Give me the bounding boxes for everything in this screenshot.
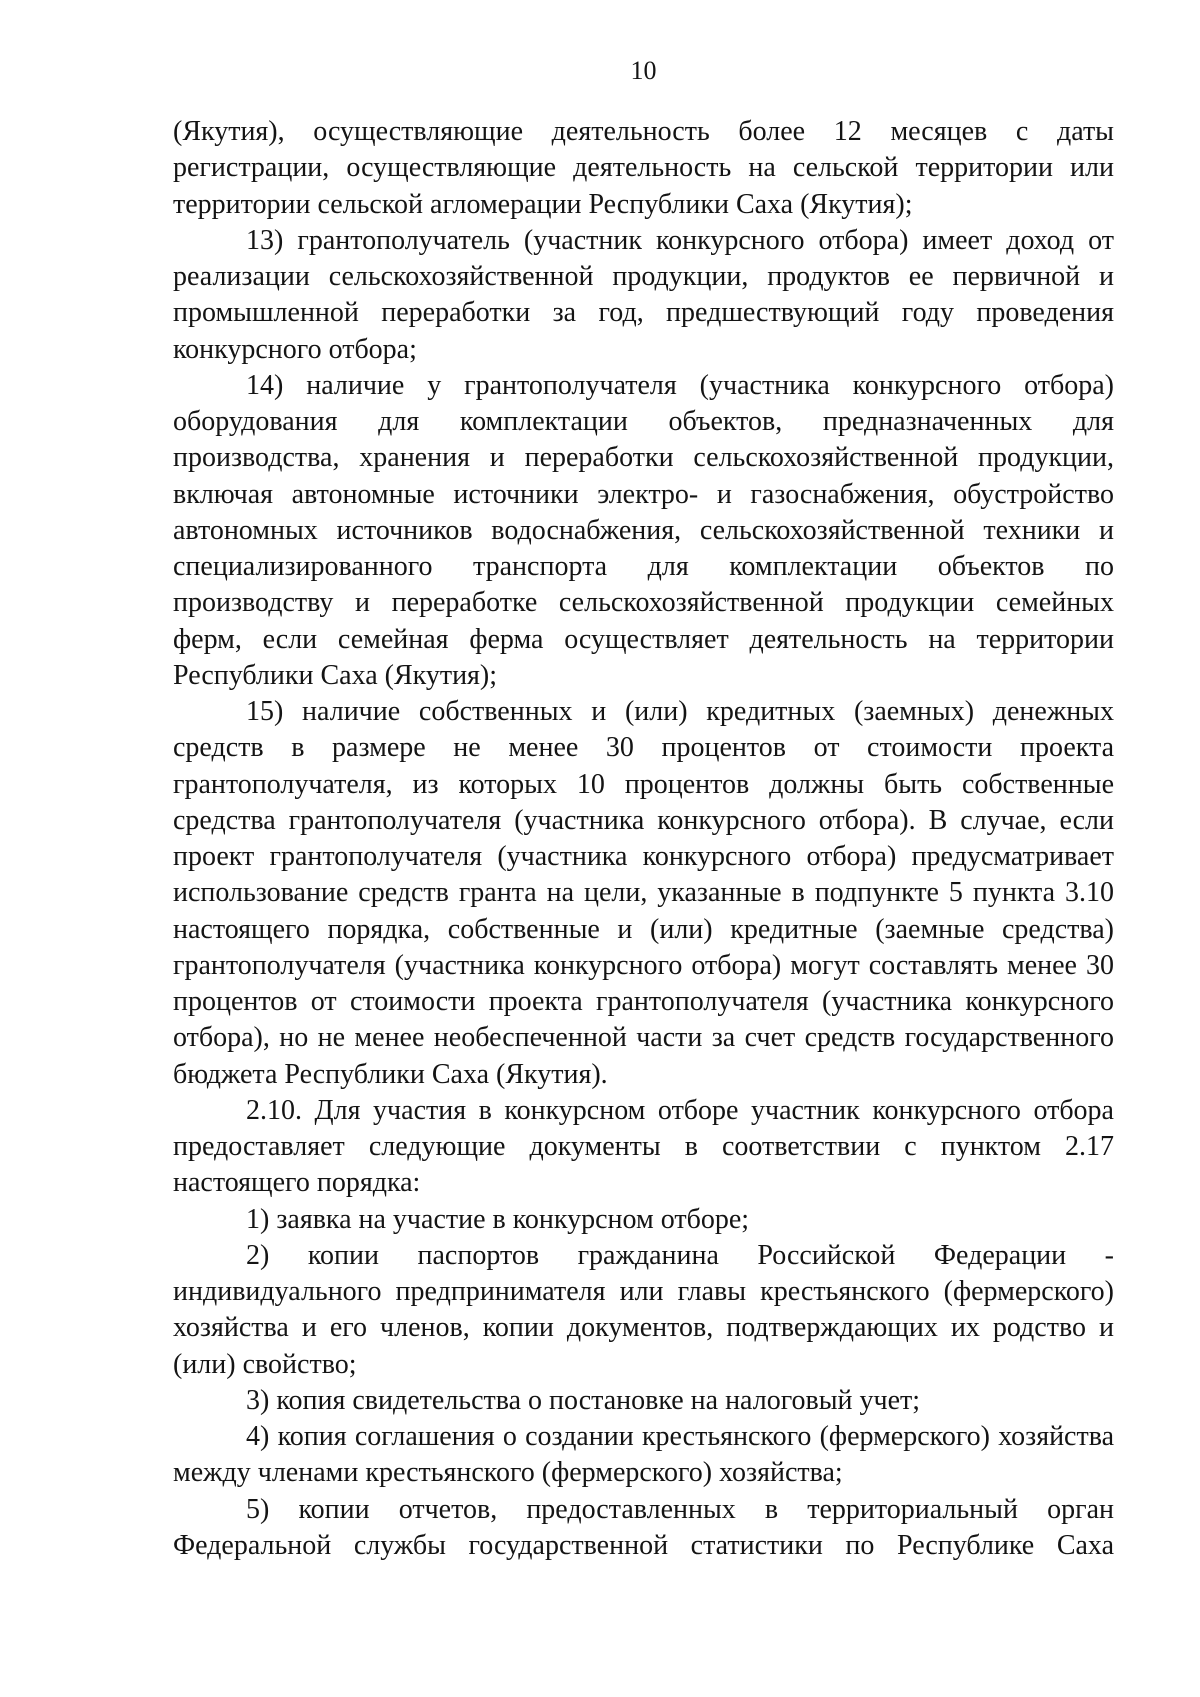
paragraph bbox=[173, 114, 1114, 223]
text-line: 14) наличие у грантополучателя (участника конкурсного отбора) bbox=[246, 369, 1114, 401]
text-line: использование средств гранта на цели, указанные в подпункте 5 пункта 3.10 bbox=[173, 877, 1114, 909]
text-line: промышленной переработки за год, предшествующий году проведения bbox=[173, 297, 1114, 329]
text-line: производству и переработке сельскохозяйственной продукции семейных bbox=[173, 587, 1114, 619]
page-number: 10 bbox=[630, 56, 657, 85]
text-line: между членами крестьянского (фермерского) хозяйства; bbox=[173, 1457, 843, 1489]
text-line: регистрации, осуществляющие деятельность на сельской территории или bbox=[173, 152, 1114, 184]
text-line: настоящего порядка: bbox=[173, 1167, 421, 1199]
paragraph bbox=[173, 694, 1114, 1093]
text-line: конкурсного отбора; bbox=[173, 333, 417, 365]
document-body bbox=[173, 114, 1114, 1564]
text-line: процентов от стоимости проекта грантополучателя (участника конкурсного bbox=[173, 986, 1114, 1017]
text-line: автономных источников водоснабжения, сельскохозяйственной техники и bbox=[173, 514, 1114, 546]
text-line: предоставляет следующие документы в соответствии с пунктом 2.17 bbox=[173, 1131, 1114, 1162]
text-line: 3) копия свидетельства о постановке на налоговый учет; bbox=[246, 1384, 921, 1416]
text-line: 5) копии отчетов, предоставленных в территориальный орган bbox=[246, 1493, 1114, 1525]
text-line: (Якутия), осуществляющие деятельность более 12 месяцев с даты bbox=[173, 116, 1114, 147]
text-line: специализированного транспорта для комплектации объектов по bbox=[173, 551, 1114, 582]
paragraph bbox=[173, 368, 1114, 694]
text-line: индивидуального предпринимателя или главы крестьянского (фермерского) bbox=[173, 1276, 1114, 1307]
text-line: реализации сельскохозяйственной продукции, продуктов ее первичной и bbox=[173, 261, 1114, 292]
text-line: производства, хранения и переработки сельскохозяйственной продукции, bbox=[173, 442, 1114, 474]
text-line: оборудования для комплектации объектов, предназначенных для bbox=[173, 406, 1114, 437]
text-line: 15) наличие собственных и (или) кредитных (заемных) денежных bbox=[246, 696, 1114, 727]
paragraph bbox=[173, 1383, 1114, 1419]
text-line: проект грантополучателя (участника конкурсного отбора) предусматривает bbox=[173, 841, 1114, 872]
text-line: настоящего порядка, собственные и (или) кредитные (заемные средства) bbox=[173, 913, 1114, 945]
text-line: ферм, если семейная ферма осуществляет деятельность на территории bbox=[173, 623, 1114, 655]
text-line: 2) копии паспортов гражданина Российской Федерации - bbox=[246, 1239, 1114, 1271]
paragraph bbox=[173, 1492, 1114, 1565]
text-line: грантополучателя (участника конкурсного отбора) могут составлять менее 30 bbox=[173, 949, 1114, 981]
text-line: 4) копия соглашения о создании крестьянского (фермерского) хозяйства bbox=[246, 1421, 1114, 1452]
text-line: 2.10. Для участия в конкурсном отборе участник конкурсного отбора bbox=[246, 1094, 1114, 1126]
text-line: бюджета Республики Саха (Якутия). bbox=[173, 1058, 608, 1090]
text-line: хозяйства и его членов, копии документов, подтверждающих их родство и bbox=[173, 1312, 1114, 1344]
paragraph bbox=[173, 1202, 1114, 1238]
paragraph bbox=[173, 1093, 1114, 1202]
text-line: Республики Саха (Якутия); bbox=[173, 659, 498, 691]
text-line: территории сельской агломерации Республики Саха (Якутия); bbox=[173, 188, 913, 220]
text-line: Федеральной службы государственной статистики по Республике Саха bbox=[173, 1529, 1114, 1561]
text-line: грантополучателя, из которых 10 процентов должны быть собственные bbox=[173, 768, 1114, 800]
text-line: средств в размере не менее 30 процентов от стоимости проекта bbox=[173, 732, 1114, 764]
text-line: 13) грантополучатель (участник конкурсного отбора) имеет доход от bbox=[246, 224, 1114, 256]
text-line: включая автономные источники электро- и газоснабжения, обустройство bbox=[173, 478, 1114, 510]
text-line: отбора), но не менее необеспеченной части за счет средств государственного bbox=[173, 1022, 1114, 1054]
paragraph bbox=[173, 1238, 1114, 1383]
text-line: 1) заявка на участие в конкурсном отборе; bbox=[246, 1203, 750, 1235]
text-line: средства грантополучателя (участника конкурсного отбора). В случае, если bbox=[173, 804, 1114, 836]
text-line: (или) свойство; bbox=[173, 1348, 357, 1380]
paragraph bbox=[173, 223, 1114, 368]
paragraph bbox=[173, 1419, 1114, 1492]
